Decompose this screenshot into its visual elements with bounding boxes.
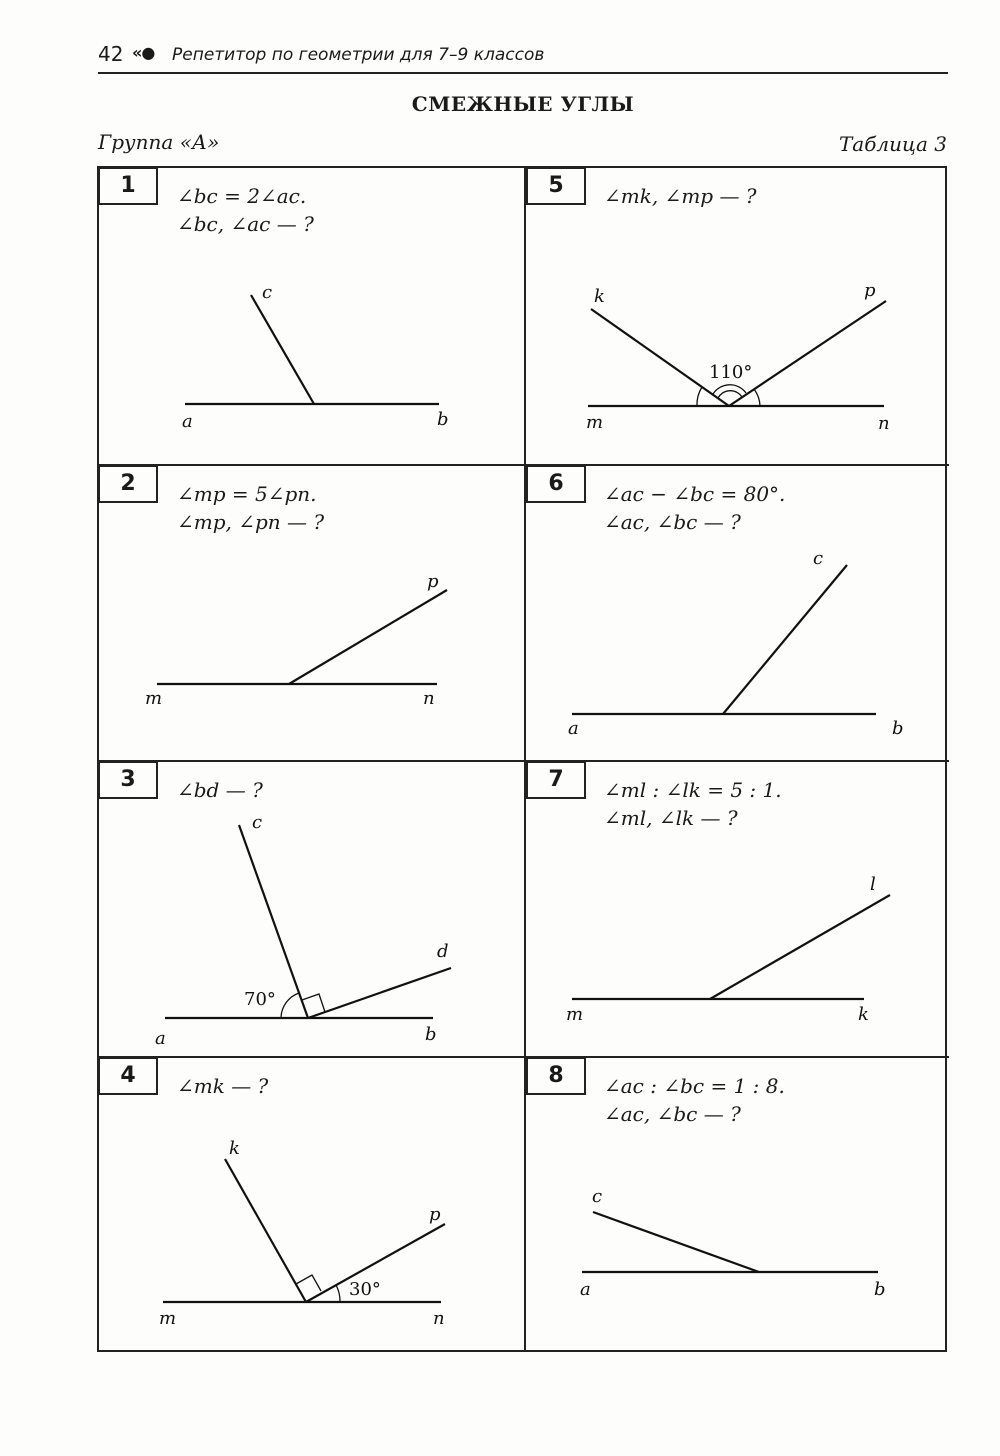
problem-condition: ∠ml : ∠lk = 5 : 1. [604, 778, 782, 802]
table-label: Таблица 3 [838, 132, 947, 156]
angle-arc-left [697, 387, 702, 406]
angle-figure [526, 1058, 951, 1354]
problem-question: ∠ac, ∠bc — ? [604, 1102, 741, 1126]
problem-number: 5 [526, 167, 586, 205]
problem-grid [97, 166, 947, 1352]
ray-c [593, 1212, 759, 1272]
label-k: k [229, 1138, 240, 1159]
problem-2 [99, 464, 524, 760]
ray-l [710, 895, 890, 999]
angle-value: 110° [709, 362, 753, 383]
label-l: l [870, 874, 876, 895]
label-p: p [864, 280, 876, 301]
ray-d [308, 968, 451, 1018]
book-title: Репетитор по геометрии для 7–9 классов [172, 45, 545, 65]
label-m: m [586, 412, 604, 433]
group-label: Группа «А» [98, 130, 220, 154]
label-c: c [813, 548, 824, 569]
problem-number: 2 [98, 465, 158, 503]
angle-figure [526, 762, 951, 1058]
label-b: b [425, 1024, 437, 1045]
problem-7 [524, 760, 949, 1056]
problem-number: 8 [526, 1057, 586, 1095]
label-b: b [437, 409, 449, 430]
label-b: b [892, 718, 904, 739]
label-a: a [155, 1028, 166, 1049]
label-k: k [858, 1004, 869, 1025]
label-p: p [429, 1204, 441, 1225]
problem-4 [99, 1056, 524, 1352]
ray-k [591, 309, 729, 406]
angle-arc-right [754, 389, 760, 406]
problem-1 [99, 168, 524, 464]
problem-question: ∠bc, ∠ac — ? [177, 212, 314, 236]
problem-8 [524, 1056, 949, 1352]
problem-condition: ∠mp = 5∠pn. [177, 482, 317, 506]
problem-number: 6 [526, 465, 586, 503]
label-c: c [592, 1186, 603, 1207]
problem-number: 7 [526, 761, 586, 799]
problem-condition: ∠mk, ∠mp — ? [604, 184, 757, 208]
problem-question: ∠ac, ∠bc — ? [604, 510, 741, 534]
angle-value: 30° [349, 1279, 381, 1300]
problem-3 [99, 760, 524, 1056]
label-p: p [427, 571, 439, 592]
angle-arc-110-outer [713, 385, 746, 394]
angle-figure [99, 762, 524, 1058]
problem-number: 4 [98, 1057, 158, 1095]
header-ornament: «● [132, 43, 155, 62]
problem-condition: ∠ac : ∠bc = 1 : 8. [604, 1074, 785, 1098]
angle-figure [99, 466, 524, 762]
angle-arc-70 [281, 993, 299, 1018]
angle-arc-30 [336, 1285, 340, 1302]
problem-number: 3 [98, 761, 158, 799]
label-d: d [437, 941, 449, 962]
right-angle-mark [296, 1275, 321, 1291]
ray-c [251, 295, 314, 404]
label-k: k [594, 286, 605, 307]
problem-question: ∠ml, ∠lk — ? [604, 806, 738, 830]
label-c: c [262, 282, 273, 303]
label-m: m [159, 1308, 177, 1329]
angle-figure [99, 1058, 524, 1354]
label-n: n [878, 413, 890, 434]
angle-figure [526, 168, 951, 464]
ray-c [723, 565, 847, 714]
problem-condition: ∠ac − ∠bc = 80°. [604, 482, 786, 506]
ray-k [225, 1159, 306, 1302]
label-b: b [874, 1279, 886, 1300]
section-title: СМЕЖНЫЕ УГЛЫ [411, 92, 635, 116]
label-m: m [145, 688, 163, 709]
problem-condition: ∠bd — ? [177, 778, 263, 802]
label-a: a [182, 411, 193, 432]
label-c: c [252, 812, 263, 833]
problem-number: 1 [98, 167, 158, 205]
ray-p [289, 590, 447, 684]
label-n: n [433, 1308, 445, 1329]
page-number: 42 [98, 42, 124, 66]
problem-condition: ∠mk — ? [177, 1074, 269, 1098]
angle-figure [99, 168, 524, 464]
page-header [98, 40, 948, 74]
problem-question: ∠mp, ∠pn — ? [177, 510, 325, 534]
angle-arc-110 [718, 391, 742, 398]
ray-p [729, 301, 886, 406]
label-a: a [580, 1279, 591, 1300]
angle-figure [526, 466, 951, 762]
label-n: n [423, 688, 435, 709]
angle-value: 70° [244, 989, 276, 1010]
problem-6 [524, 464, 949, 760]
label-a: a [568, 718, 579, 739]
label-m: m [566, 1004, 584, 1025]
problem-5 [524, 168, 949, 464]
problem-condition: ∠bc = 2∠ac. [177, 184, 307, 208]
